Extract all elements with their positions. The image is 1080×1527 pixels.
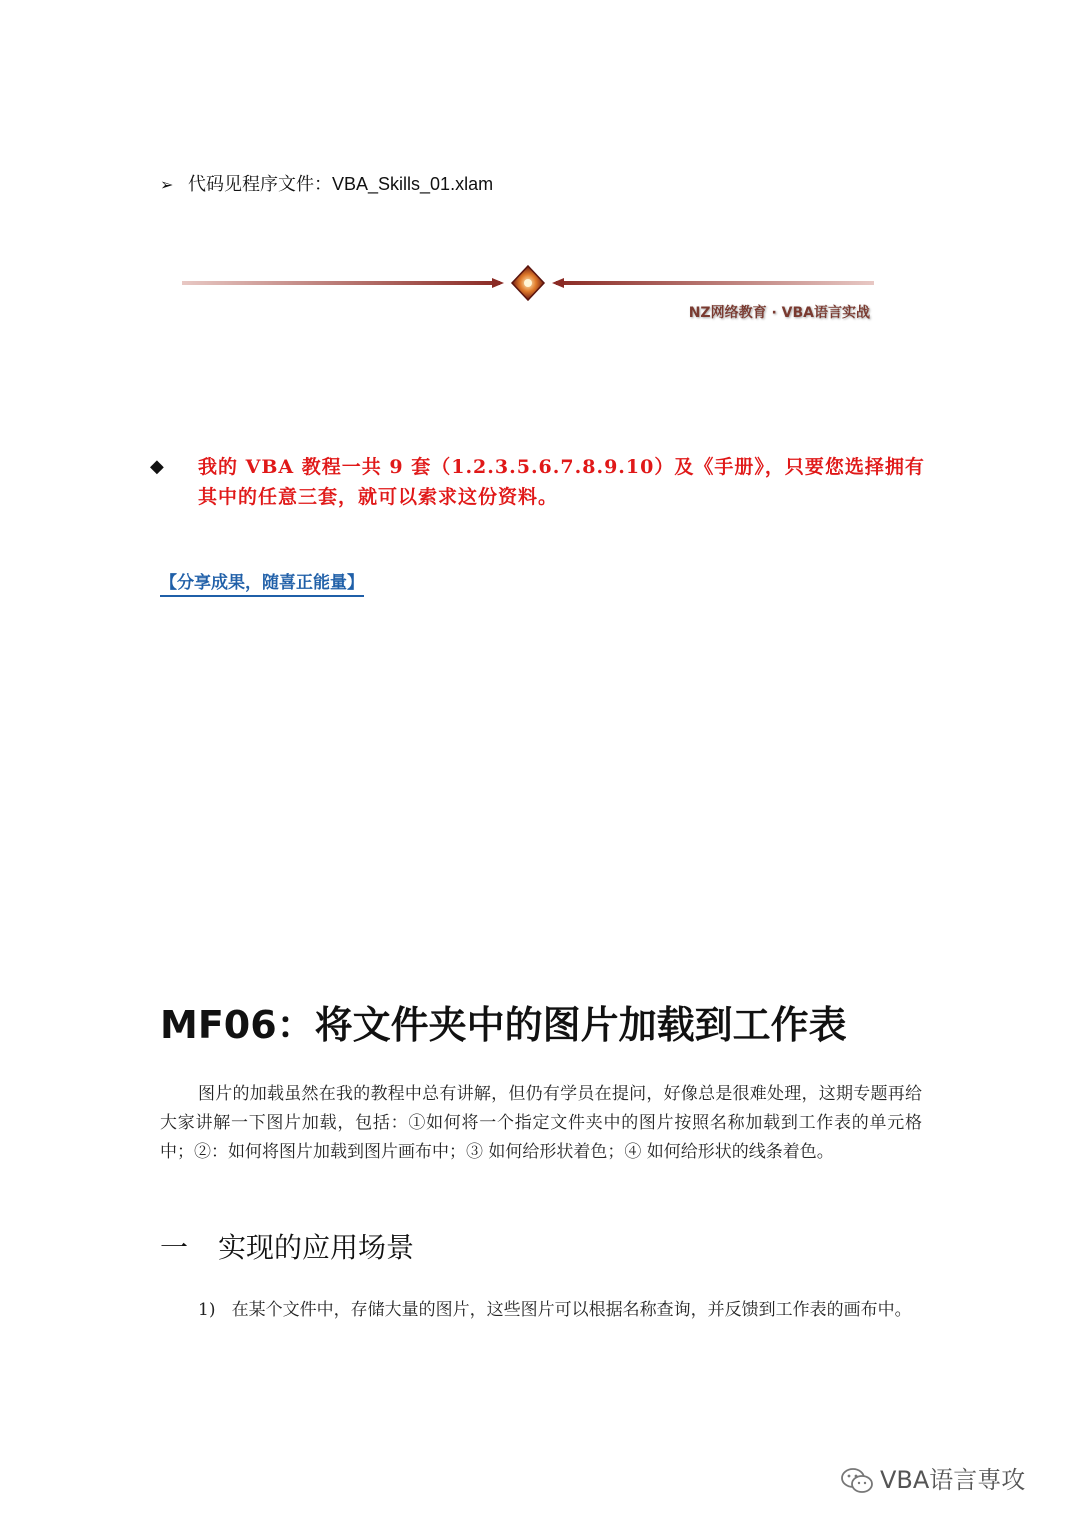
- ornamental-divider: [178, 262, 878, 306]
- notice-text: 我的 VBA 教程一共 9 套（1.2.3.5.6.7.8.9.10）及《手册》，只要您选择拥有其中的任意三套，就可以索求这份资料。: [198, 456, 925, 508]
- divider-line-left: [182, 281, 500, 285]
- share-link[interactable]: 【分享成果，随喜正能量】: [160, 568, 364, 597]
- scenario-text: 在某个文件中，存储大量的图片，这些图片可以根据名称查询，并反馈到工作表的画布中。: [231, 1300, 912, 1320]
- diamond-bullet-icon: ◆: [150, 456, 164, 477]
- section-title: 实现的应用场景: [218, 1231, 415, 1264]
- intro-paragraph: 图片的加载虽然在我的教程中总有讲解，但仍有学员在提问，好像总是很难处理，这期专题再给大家讲解一下图片加载，包括：①如何将一个指定文件夹中的图片按照名称加载到工作表的单元格中；②：如何将图片加载到图片画布中；③ 如何给形状着色；④ 如何给形状的线条着色。: [160, 1084, 922, 1162]
- notice-block: [150, 452, 930, 512]
- scenario-item: [160, 1296, 922, 1325]
- scenario-number: 1): [198, 1300, 216, 1320]
- section-number: 一: [160, 1231, 189, 1264]
- brand-caption: NZ网络教育 · VBA语言实战: [688, 305, 870, 321]
- code-file-name: VBA_Skills_01.xlam: [332, 174, 494, 194]
- page-title: MF06：将文件夹中的图片加载到工作表: [160, 1003, 847, 1047]
- section-heading: [160, 1226, 414, 1266]
- code-file-label: 代码见程序文件：: [188, 174, 332, 195]
- watermark-label: VBA语言専攻: [880, 1466, 1026, 1494]
- divider-line-right: [556, 281, 874, 285]
- watermark: [840, 1460, 1025, 1495]
- arrow-bullet-icon: ➢: [160, 175, 174, 194]
- wechat-icon: [840, 1467, 874, 1495]
- code-file-line: [160, 170, 493, 196]
